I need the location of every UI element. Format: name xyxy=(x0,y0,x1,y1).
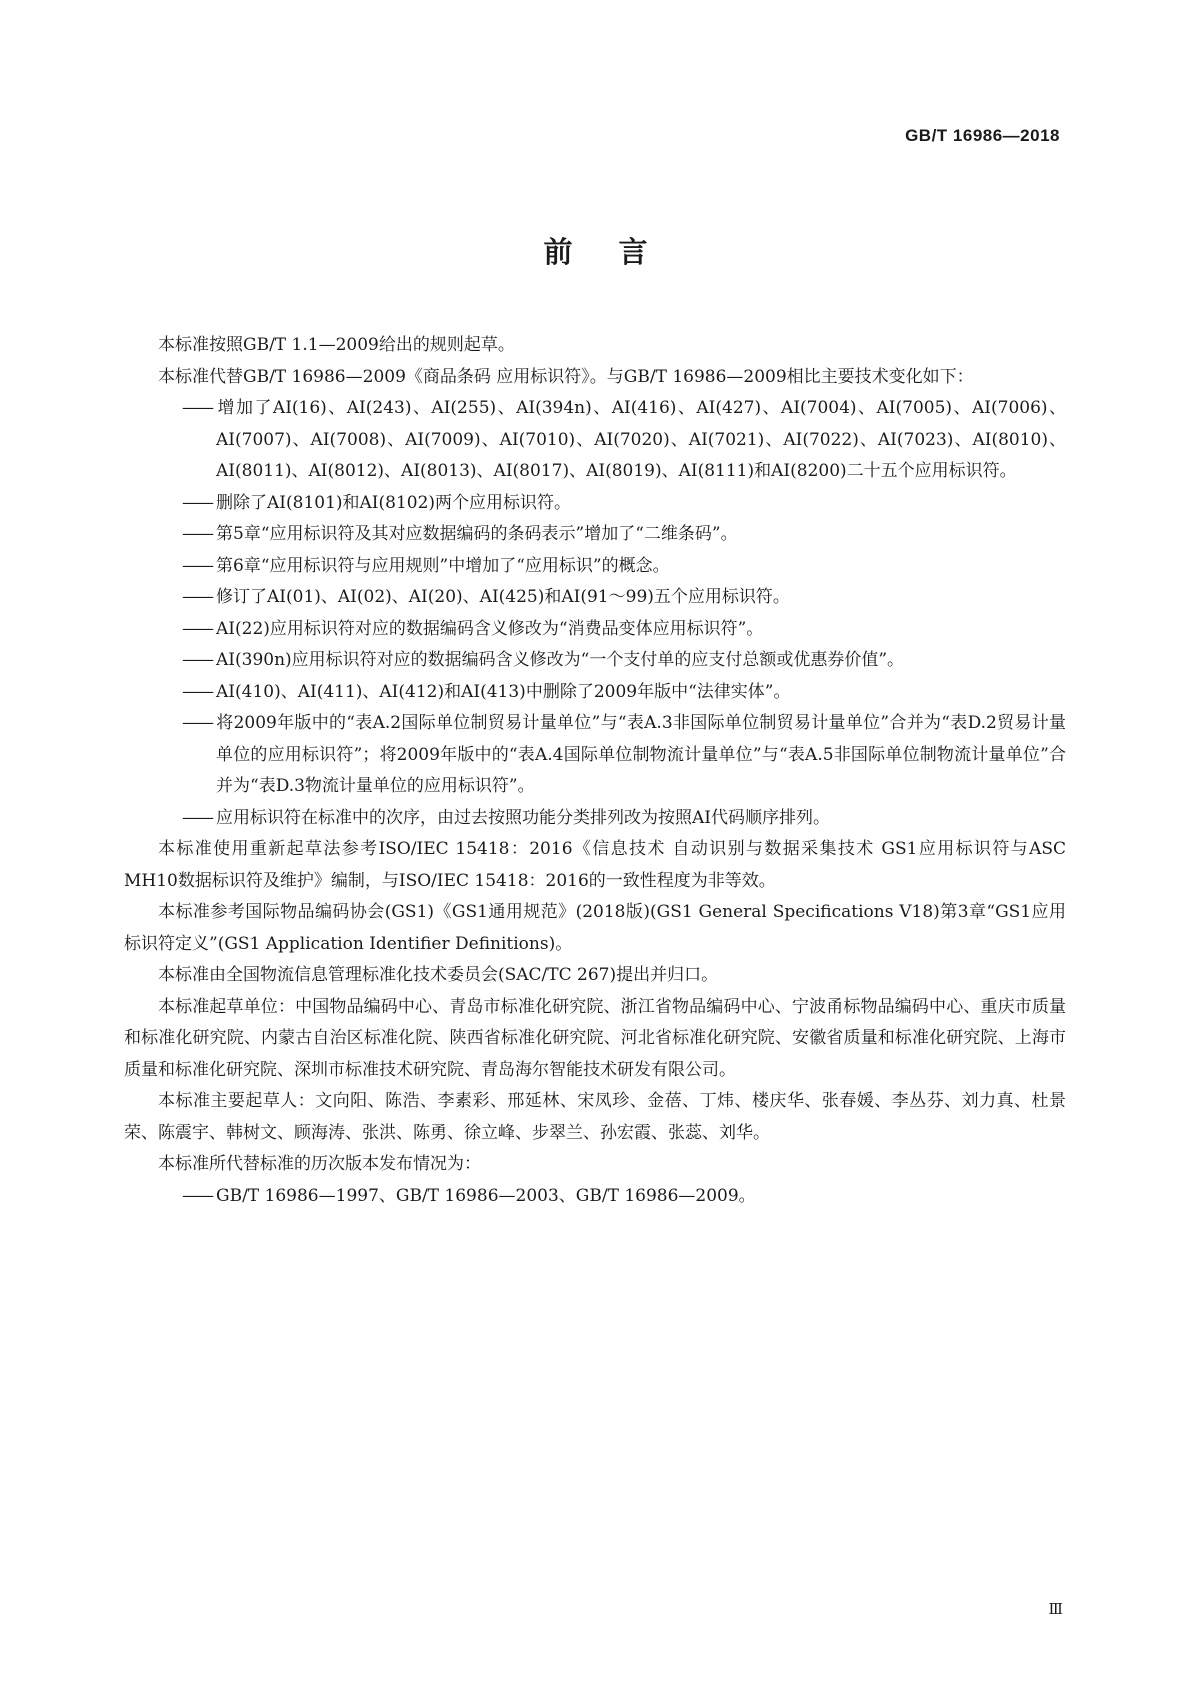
list-item xyxy=(124,614,1066,646)
list-item-text: 将2009年版中的“表A.2国际单位制贸易计量单位”与“表A.3非国际单位制贸易计量单位”合并为“表D.2贸易计量单位的应用标识符”；将2009年版中的“表A.4国际单位制物流计量单位”与“表A.5非国际单位制物流计量单位”合并为“表D.3物流计量单位的应用标识符”。 xyxy=(216,713,1066,796)
list-item-text: 第5章“应用标识符及其对应数据编码的条码表示”增加了“二维条码”。 xyxy=(216,524,738,544)
list-item-text: 修订了AI(01)、AI(02)、AI(20)、AI(425)和AI(91～99)五个应用标识符。 xyxy=(216,587,790,607)
list-item xyxy=(124,393,1066,488)
list-item xyxy=(124,708,1066,803)
dash-marker: —— xyxy=(182,492,212,513)
list-item-text: 删除了AI(8101)和AI(8102)两个应用标识符。 xyxy=(216,492,572,513)
paragraph-committee: 本标准由全国物流信息管理标准化技术委员会(SAC/TC 267)提出并归口。 xyxy=(158,965,719,985)
page-number: Ⅲ xyxy=(1048,1600,1063,1618)
list-item xyxy=(124,582,1066,614)
paragraph-drafters: 本标准主要起草人：文向阳、陈浩、李素彩、邢延林、宋凤珍、金蓓、丁炜、楼庆华、张春媛、李丛芬、刘力真、杜景荣、陈震宇、韩树文、顾海涛、张洪、陈勇、徐立峰、步翠兰、孙宏霞、张蕊、刘华。 xyxy=(124,1091,1066,1143)
list-item-text: AI(22)应用标识符对应的数据编码含义修改为“消费品变体应用标识符”。 xyxy=(216,618,764,639)
dash-marker: —— xyxy=(182,681,212,702)
paragraph-iso-reference: 本标准使用重新起草法参考ISO/IEC 15418：2016《信息技术 自动识别与数据采集技术 GS1应用标识符与ASC MH10数据标识符及维护》编制，与ISO/IEC 15418：2016的一致性程度为非等效。 xyxy=(124,839,1066,891)
list-item-text: 应用标识符在标准中的次序，由过去按照功能分类排列改为按照AI代码顺序排列。 xyxy=(216,807,830,828)
standard-code: GB/T 16986—2018 xyxy=(905,126,1060,145)
page-title: 前言 xyxy=(543,235,694,269)
document-body xyxy=(124,330,1066,1212)
list-item xyxy=(124,677,1066,709)
list-item-text: AI(390n)应用标识符对应的数据编码含义修改为“一个支付单的应支付总额或优惠券价值”。 xyxy=(216,650,905,670)
dash-marker: —— xyxy=(182,1185,212,1206)
list-item xyxy=(124,551,1066,583)
list-item xyxy=(124,1181,1066,1213)
list-item-text: AI(410)、AI(411)、AI(412)和AI(413)中删除了2009年版中“法律实体”。 xyxy=(216,681,791,702)
list-item xyxy=(124,645,1066,677)
dash-marker: —— xyxy=(182,713,212,733)
dash-marker: —— xyxy=(182,650,212,670)
list-item-text: GB/T 16986—1997、GB/T 16986—2003、GB/T 16986—2009。 xyxy=(216,1185,756,1206)
paragraph-drafting-rules: 本标准按照GB/T 1.1—2009给出的规则起草。 xyxy=(158,335,515,355)
list-item xyxy=(124,519,1066,551)
dash-marker: —— xyxy=(182,555,212,576)
list-item xyxy=(124,803,1066,835)
paragraph-gs1-reference: 本标准参考国际物品编码协会(GS1)《GS1通用规范》(2018版)(GS1 General Specifications V18)第3章“GS1应用标识符定义”(GS1 Application Identifier Definitions)。 xyxy=(124,902,1066,954)
dash-marker: —— xyxy=(182,587,212,607)
list-item-text: 增加了AI(16)、AI(243)、AI(255)、AI(394n)、AI(416)、AI(427)、AI(7004)、AI(7005)、AI(7006)、AI(7007)、AI(7008)、AI(7009)、AI(7010)、AI(7020)、AI(7021)、AI(7022)、AI(7023)、AI(8010)、AI(8011)、AI(8012)、AI(8013)、AI(8017)、AI(8019)、AI(8111)和AI(8200)二十五个应用标识符。 xyxy=(216,398,1066,481)
paragraph-drafting-units: 本标准起草单位：中国物品编码中心、青岛市标准化研究院、浙江省物品编码中心、宁波甬标物品编码中心、重庆市质量和标准化研究院、内蒙古自治区标准化院、陕西省标准化研究院、河北省标准化研究院、安徽省质量和标准化研究院、上海市质量和标准化研究院、深圳市标准技术研究院、青岛海尔智能技术研发有限公司。 xyxy=(124,996,1066,1080)
dash-marker: —— xyxy=(182,524,212,544)
dash-marker: —— xyxy=(182,807,212,828)
dash-marker: —— xyxy=(182,618,212,639)
list-item xyxy=(124,488,1066,520)
list-item-text: 第6章“应用标识符与应用规则”中增加了“应用标识”的概念。 xyxy=(216,555,670,576)
paragraph-replaces: 本标准代替GB/T 16986—2009《商品条码 应用标识符》。与GB/T 16986—2009相比主要技术变化如下： xyxy=(158,366,974,387)
dash-marker: —— xyxy=(182,398,212,418)
paragraph-history-intro: 本标准所代替标准的历次版本发布情况为： xyxy=(158,1154,481,1174)
